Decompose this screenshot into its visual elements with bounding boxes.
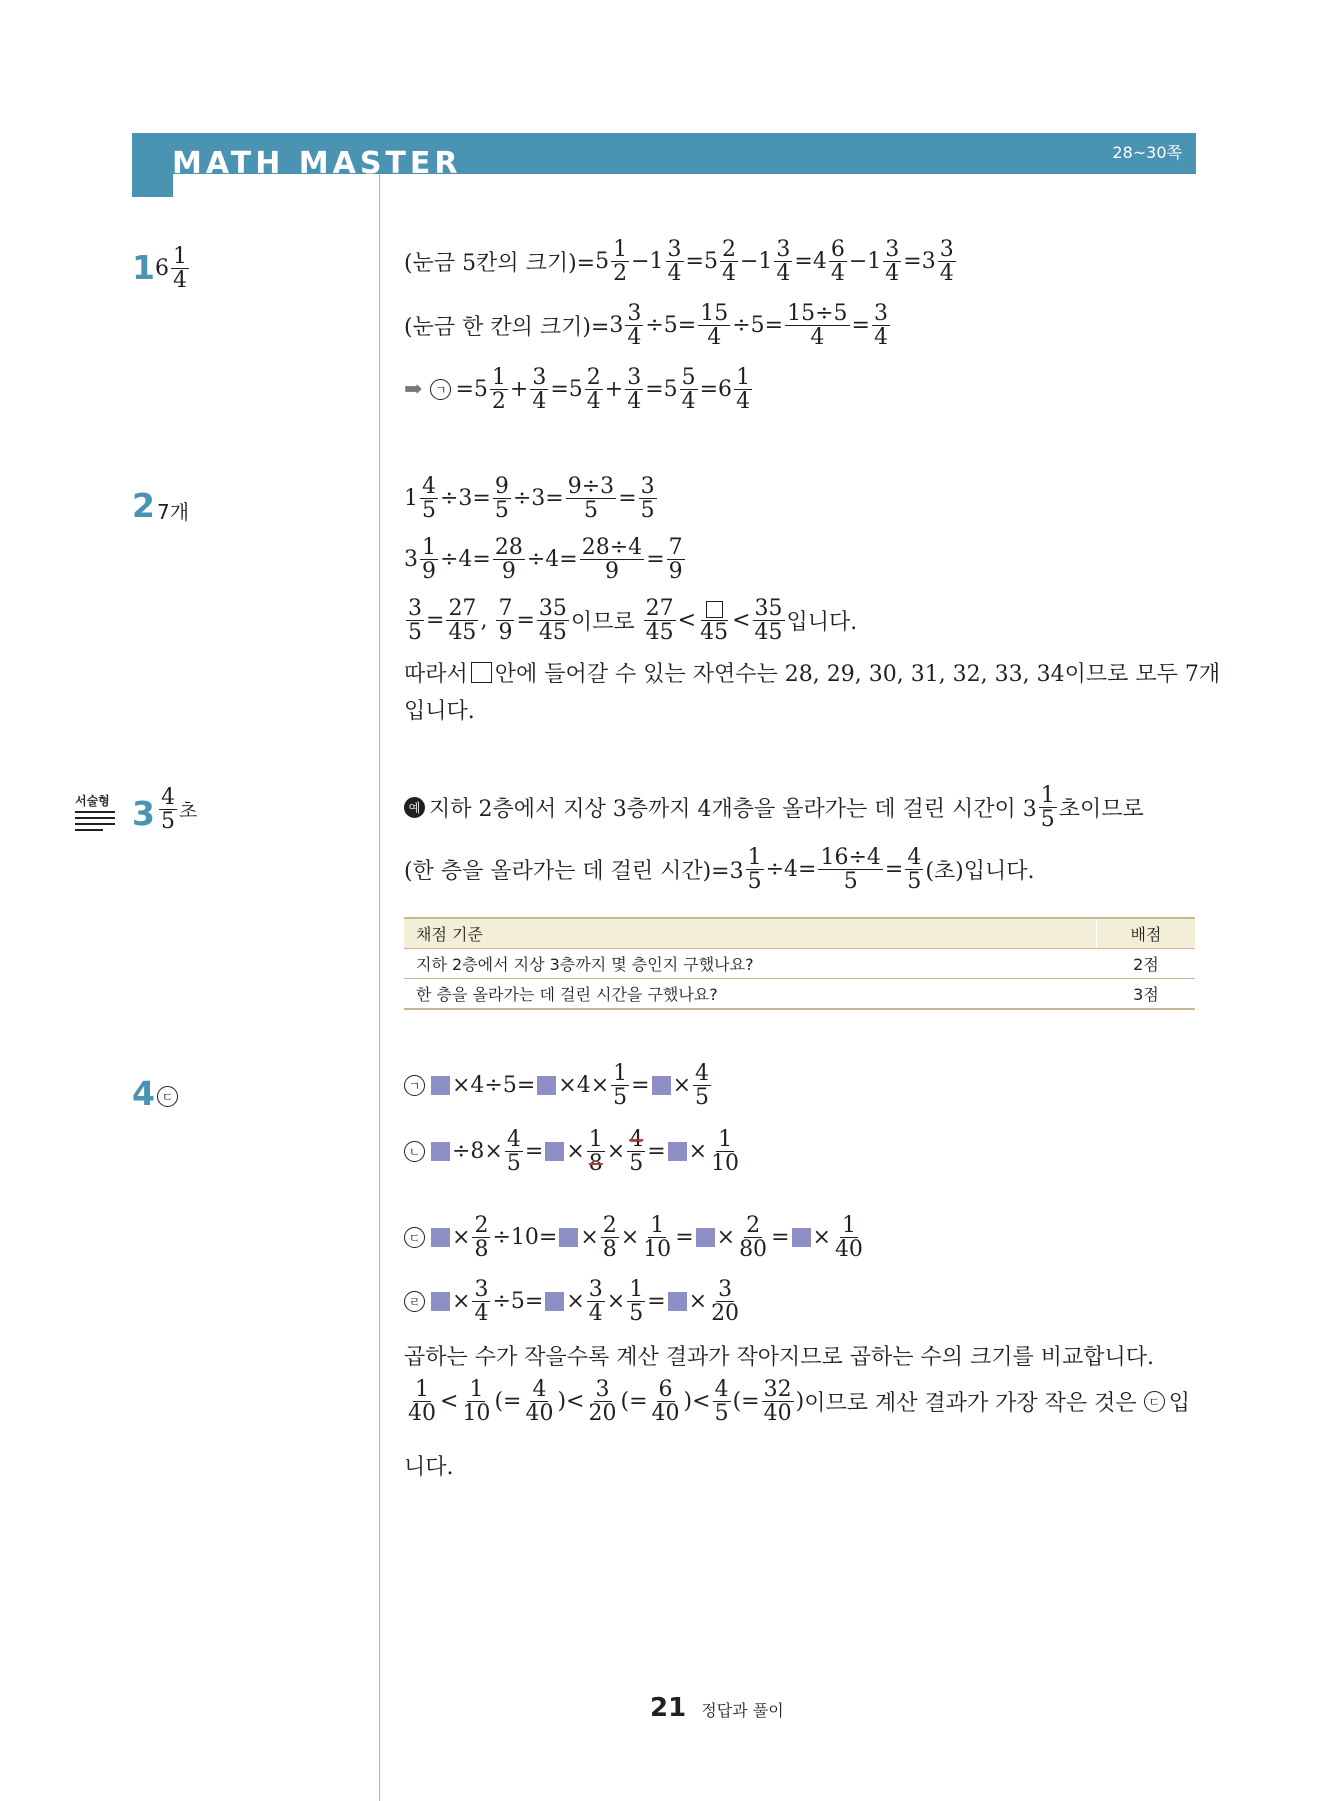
q4-line-1: ㄱ ×4÷5= ×4× $\frac{1}{5}$ = × $\frac{4}{5}$ (404, 1062, 713, 1109)
answer-number-4: 4 (132, 1074, 155, 1113)
q1-line-3: ➡ ㄱ =5 $\frac{1}{2}$ + $\frac{3}{4}$ =5 $\frac{2}{4}$ + $\frac{3}{4}$ =5 $\frac{5}{4}$ =6 $\frac{1}{4}$ (404, 365, 751, 415)
answer-number-2: 2 (132, 486, 155, 525)
q2-line-5: 입니다. (404, 699, 475, 724)
answer-number-1: 1 (132, 248, 155, 287)
answer-value-2: 7개 (157, 500, 190, 524)
column-divider (379, 174, 380, 1801)
arrow-icon: ➡ (404, 377, 423, 403)
q4-line-2: ㄴ ÷8× $\frac{4}{5}$ = × $\frac{1}{8}$ × $\frac{4}{5}$ = × $\frac{1}{10}$ (404, 1128, 743, 1175)
table-header-points: 배점 (1097, 918, 1196, 949)
q4-line-3: ㄷ × $\frac{2}{8}$ ÷10= × $\frac{2}{8}$ × $\frac{1}{10}$ = × $\frac{2}{80}$ = × $\frac{1}{40}$ (404, 1214, 867, 1261)
q4-line-6: $\frac{1}{40}$ < $\frac{1}{10}$ (= $\frac{4}{40}$ )< $\frac{3}{20}$ (= $\frac{6}{40}$ )< $\frac{4}{5}$ (= $\frac{32}{40}$ ) 이므로 계산 결과가 가장 작은 것은 ㄷ 입 (408, 1377, 1190, 1427)
page-number: 21 (650, 1693, 687, 1723)
section-title: MATH MASTER (172, 146, 462, 174)
header-notch (132, 174, 173, 197)
q2-line-2: 3 $\frac{1}{9}$ ÷4= $\frac{28}{9}$ ÷4= $\frac{28\div 4}{9}$ = $\frac{7}{9}$ (404, 535, 683, 585)
q3-line-1: 예 지하 2층에서 지상 3층까지 4개층을 올라가는 데 걸린 시간이 3 $\frac{1}{5}$ 초이므로 (404, 784, 1144, 831)
scoring-table (404, 917, 1195, 1010)
table-row: 지하 2층에서 지상 3층까지 몇 층인지 구했나요? 2점 (404, 949, 1195, 979)
q3-line-2: (한 층을 올라가는 데 걸린 시간)=3 $\frac{1}{5}$ ÷4= $\frac{16\div 4}{5}$ = $\frac{4}{5}$ (초)입니다. (404, 845, 1035, 895)
q2-line-1: 1 $\frac{4}{5}$ ÷3= $\frac{9}{5}$ ÷3= $\frac{9\div 3}{5}$ = $\frac{3}{5}$ (404, 474, 655, 524)
q2-line-4: 따라서 안에 들어갈 수 있는 자연수는 28, 29, 30, 31, 32, 33, 34이므로 모두 7개 (404, 662, 1221, 687)
page-footer-label: 정답과 풀이 (701, 1701, 784, 1720)
table-header-criteria: 채점 기준 (404, 918, 1097, 949)
page-range: 28~30쪽 (1112, 143, 1182, 162)
q4-line-5: 곱하는 수가 작을수록 계산 결과가 작아지므로 곱하는 수의 크기를 비교합니다. (404, 1345, 1154, 1370)
q4-line-4: ㄹ × $\frac{3}{4}$ ÷5= × $\frac{3}{4}$ × $\frac{1}{5}$ = × $\frac{3}{20}$ (404, 1278, 743, 1325)
table-header-row (404, 918, 1195, 949)
table-row: 한 층을 올라가는 데 걸린 시간을 구했나요? 3점 (404, 979, 1195, 1010)
answer-number-3: 3 (132, 794, 155, 833)
q2-line-3: $\frac{3}{5}$ = $\frac{27}{45}$ , $\frac{7}{9}$ = $\frac{35}{45}$ 이므로 $\frac{27}{45}$ < 45 < $\frac{35}{45}$ 입니다. (408, 596, 858, 646)
q1-line-2: (눈금 한 칸의 크기)= 3 $\frac{3}{4}$ ÷5= $\frac{15}{4}$ ÷5= $\frac{15\div 5}{4}$ = $\frac{3}{4}$ (404, 301, 888, 351)
essay-type-tag: 서술형 (75, 794, 110, 808)
page-footer (650, 1693, 784, 1723)
q1-line-1: (눈금 5칸의 크기)= 5 $\frac{1}{2}$ −1 $\frac{3}{4}$ =5 $\frac{2}{4}$ −1 $\frac{3}{4}$ =4 $\frac{6}{4}$ −1 $\frac{3}{4}$ =3 $\frac{3}{4}$ (404, 237, 954, 287)
answer-value-4: ㄷ (157, 1082, 182, 1107)
q4-line-7: 니다. (404, 1455, 454, 1480)
answer-value-3: $\frac{4}{5}$ 초 (161, 785, 198, 835)
answer-value-1: 6 $\frac{1}{4}$ (155, 244, 187, 294)
